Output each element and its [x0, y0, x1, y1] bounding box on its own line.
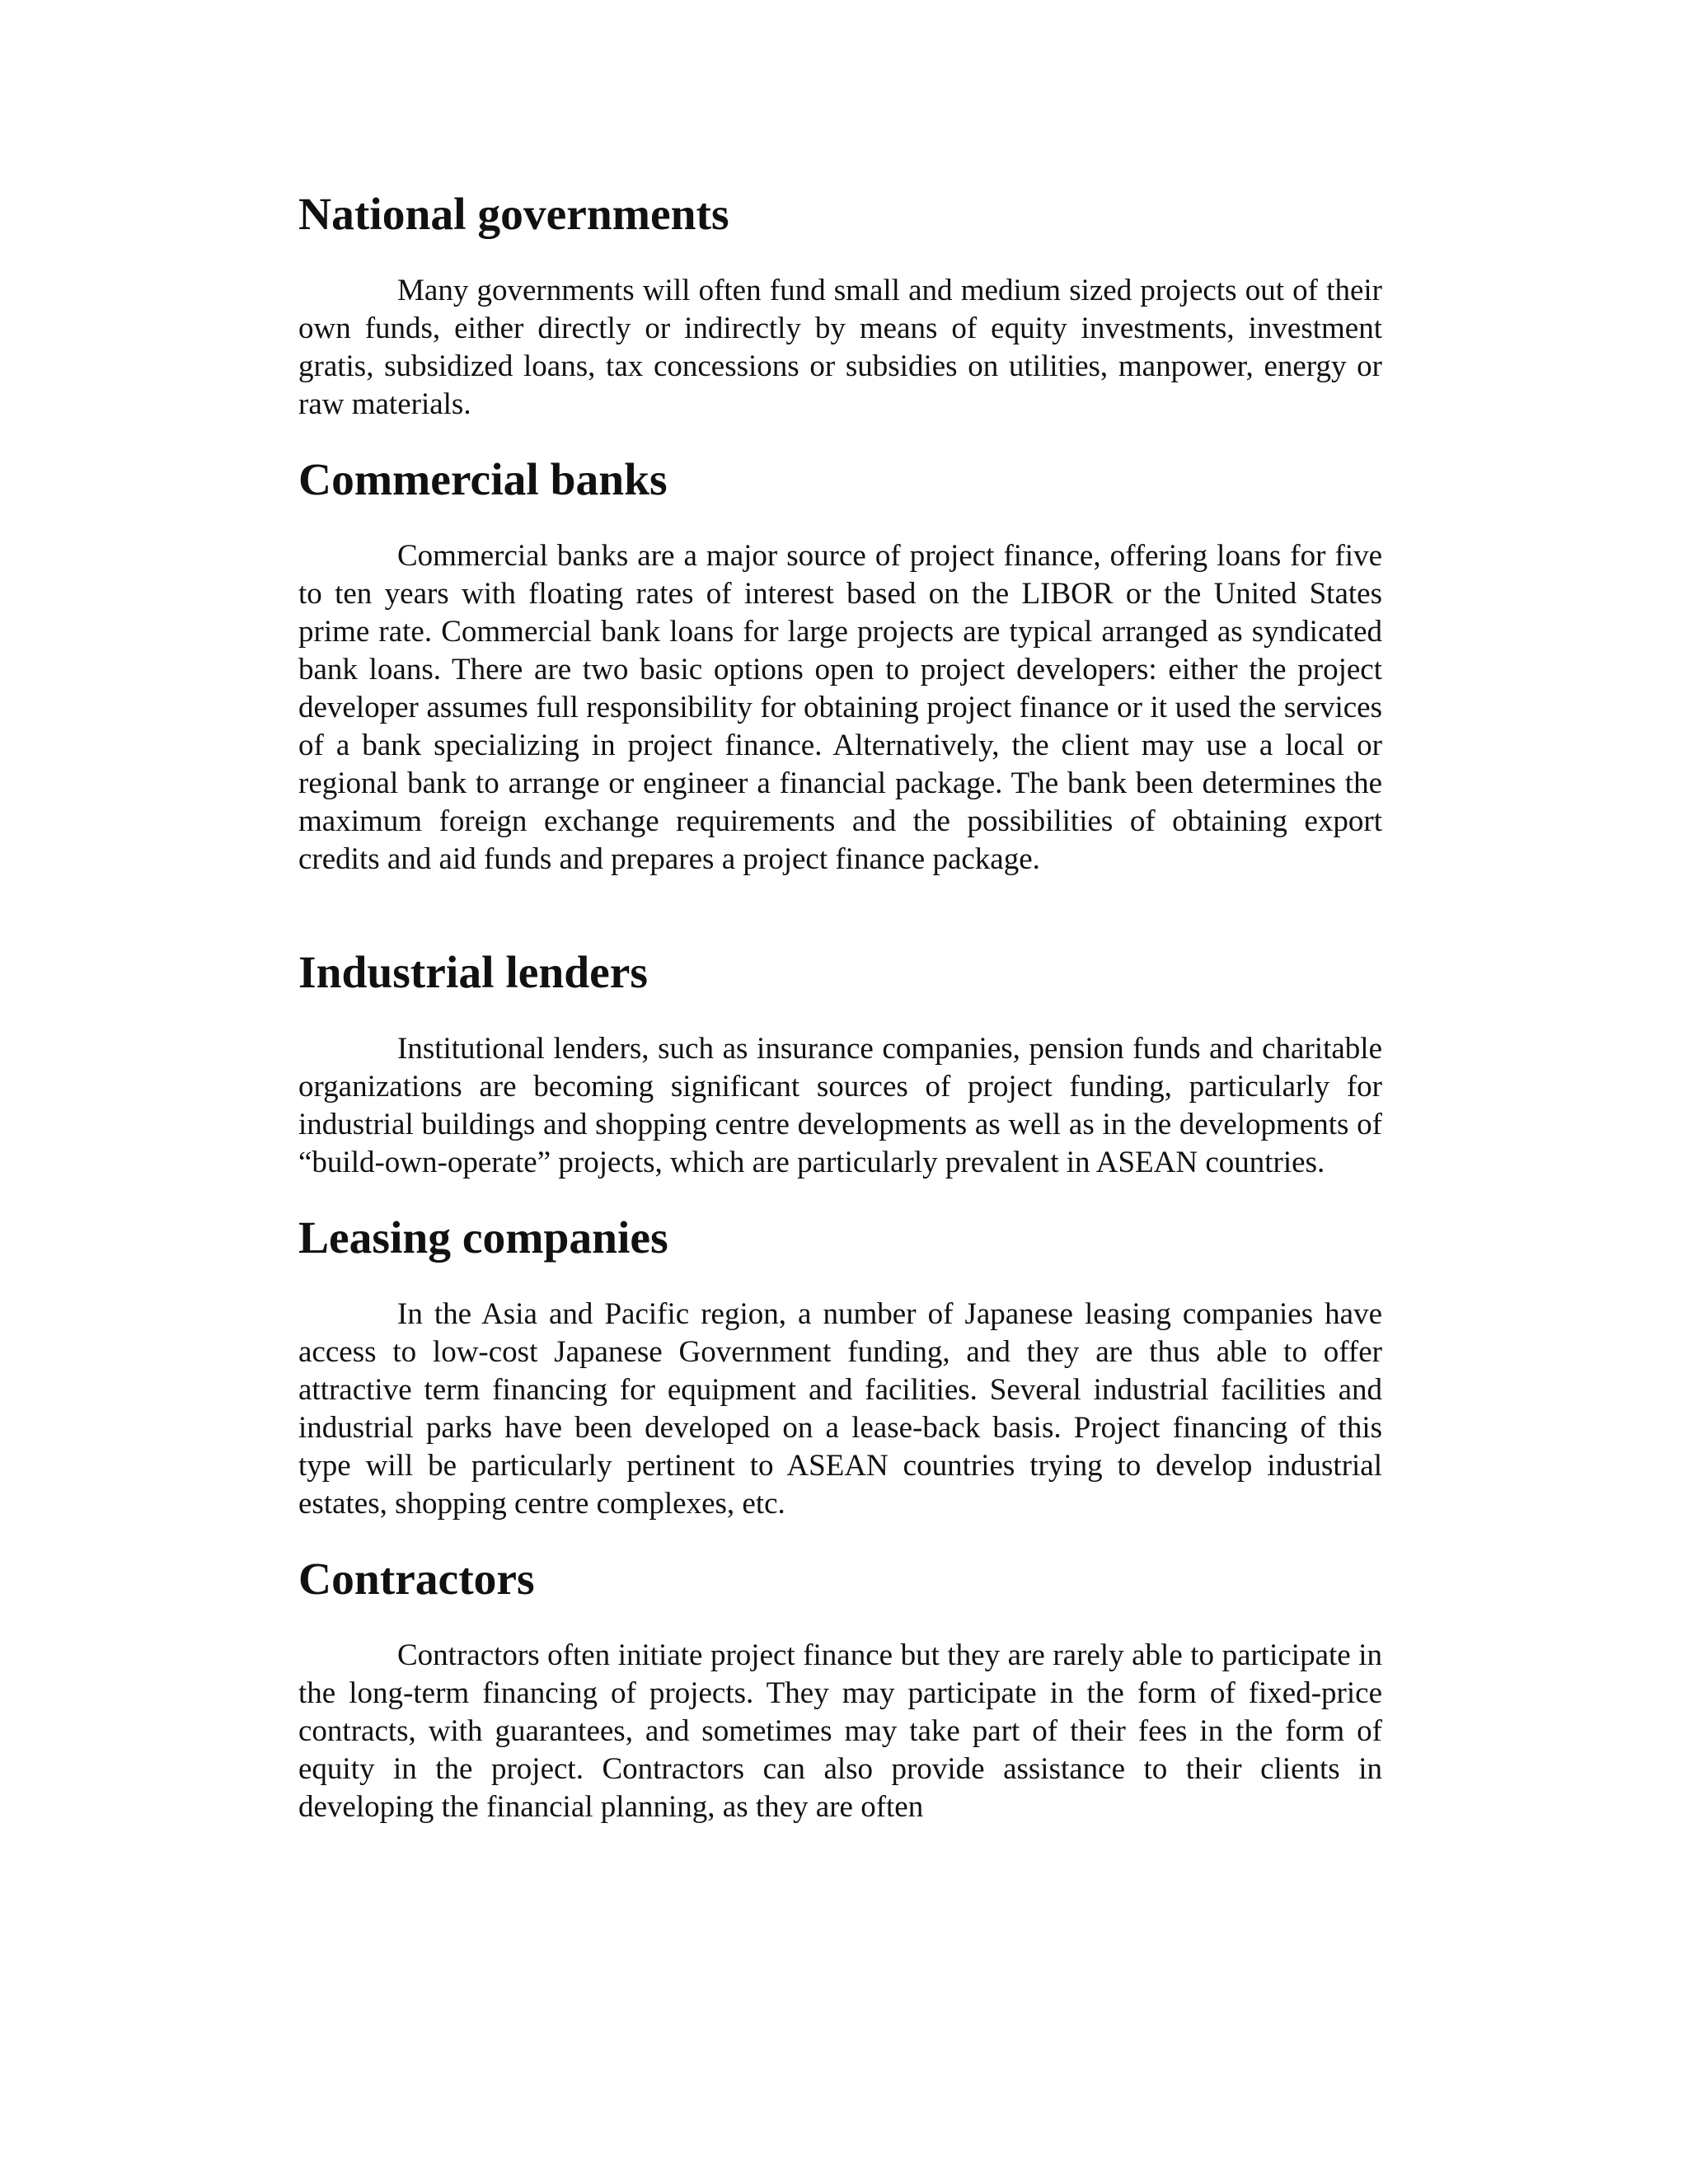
section-paragraph: In the Asia and Pacific region, a number of Japanese leasing companies have access to low-cost Japanese Government funding, and they are thus able to offer attractive term financing for equipment and facilities. Several industrial facilities and industrial parks have been developed on a lease-back basis. Project financing of this type will be particularly pertinent to ASEAN countries trying to develop industrial estates, shopping centre complexes, etc. [298, 1297, 1382, 1521]
section-paragraph: Institutional lenders, such as insurance companies, pension funds and charitable organizations are becoming significant sources of project funding, particularly for industrial buildings and shopping centre developments as well as in the developments of “build-own-operate” projects, which are particularly prevalent in ASEAN countries. [298, 1032, 1382, 1179]
section-paragraph: Commercial banks are a major source of project finance, offering loans for five to ten years with floating rates of interest based on the LIBOR or the United States prime rate. Commercial bank loans for large projects are typical arranged as syndicated bank loans. There are two basic options open to project developers: either the project developer assumes full responsibility for obtaining project finance or it used the services of a bank specializing in project finance. Alternatively, the client may use a local or regional bank to arrange or engineer a financial package. The bank been determines the maximum foreign exchange requirements and the possibilities of obtaining export credits and aid funds and prepares a project finance package. [298, 539, 1382, 876]
section-industrial-lenders [298, 948, 1382, 1182]
section-heading: Leasing companies [298, 1213, 668, 1263]
section-paragraph: Contractors often initiate project finance but they are rarely able to participate in the long-term financing of projects. They may participate in the form of fixed-price contracts, with guarantees, and sometimes may take part of their fees in the form of equity in the project. Contractors can also provide assistance to their clients in developing the financial planning, as they are often [298, 1638, 1382, 1824]
section-heading: National governments [298, 190, 729, 240]
section-heading: Commercial banks [298, 455, 668, 505]
section-national-governments [298, 190, 1382, 424]
document-page [298, 190, 1382, 1826]
section-leasing-companies [298, 1213, 1382, 1523]
section-heading: Contractors [298, 1554, 535, 1605]
section-paragraph: Many governments will often fund small and medium sized projects out of their own funds, either directly or indirectly by means of equity investments, investment gratis, subsidized loans, tax concessions or subsidies on utilities, manpower, energy or raw materials. [298, 274, 1382, 421]
section-commercial-banks [298, 455, 1382, 879]
section-heading: Industrial lenders [298, 948, 649, 998]
section-contractors [298, 1554, 1382, 1826]
